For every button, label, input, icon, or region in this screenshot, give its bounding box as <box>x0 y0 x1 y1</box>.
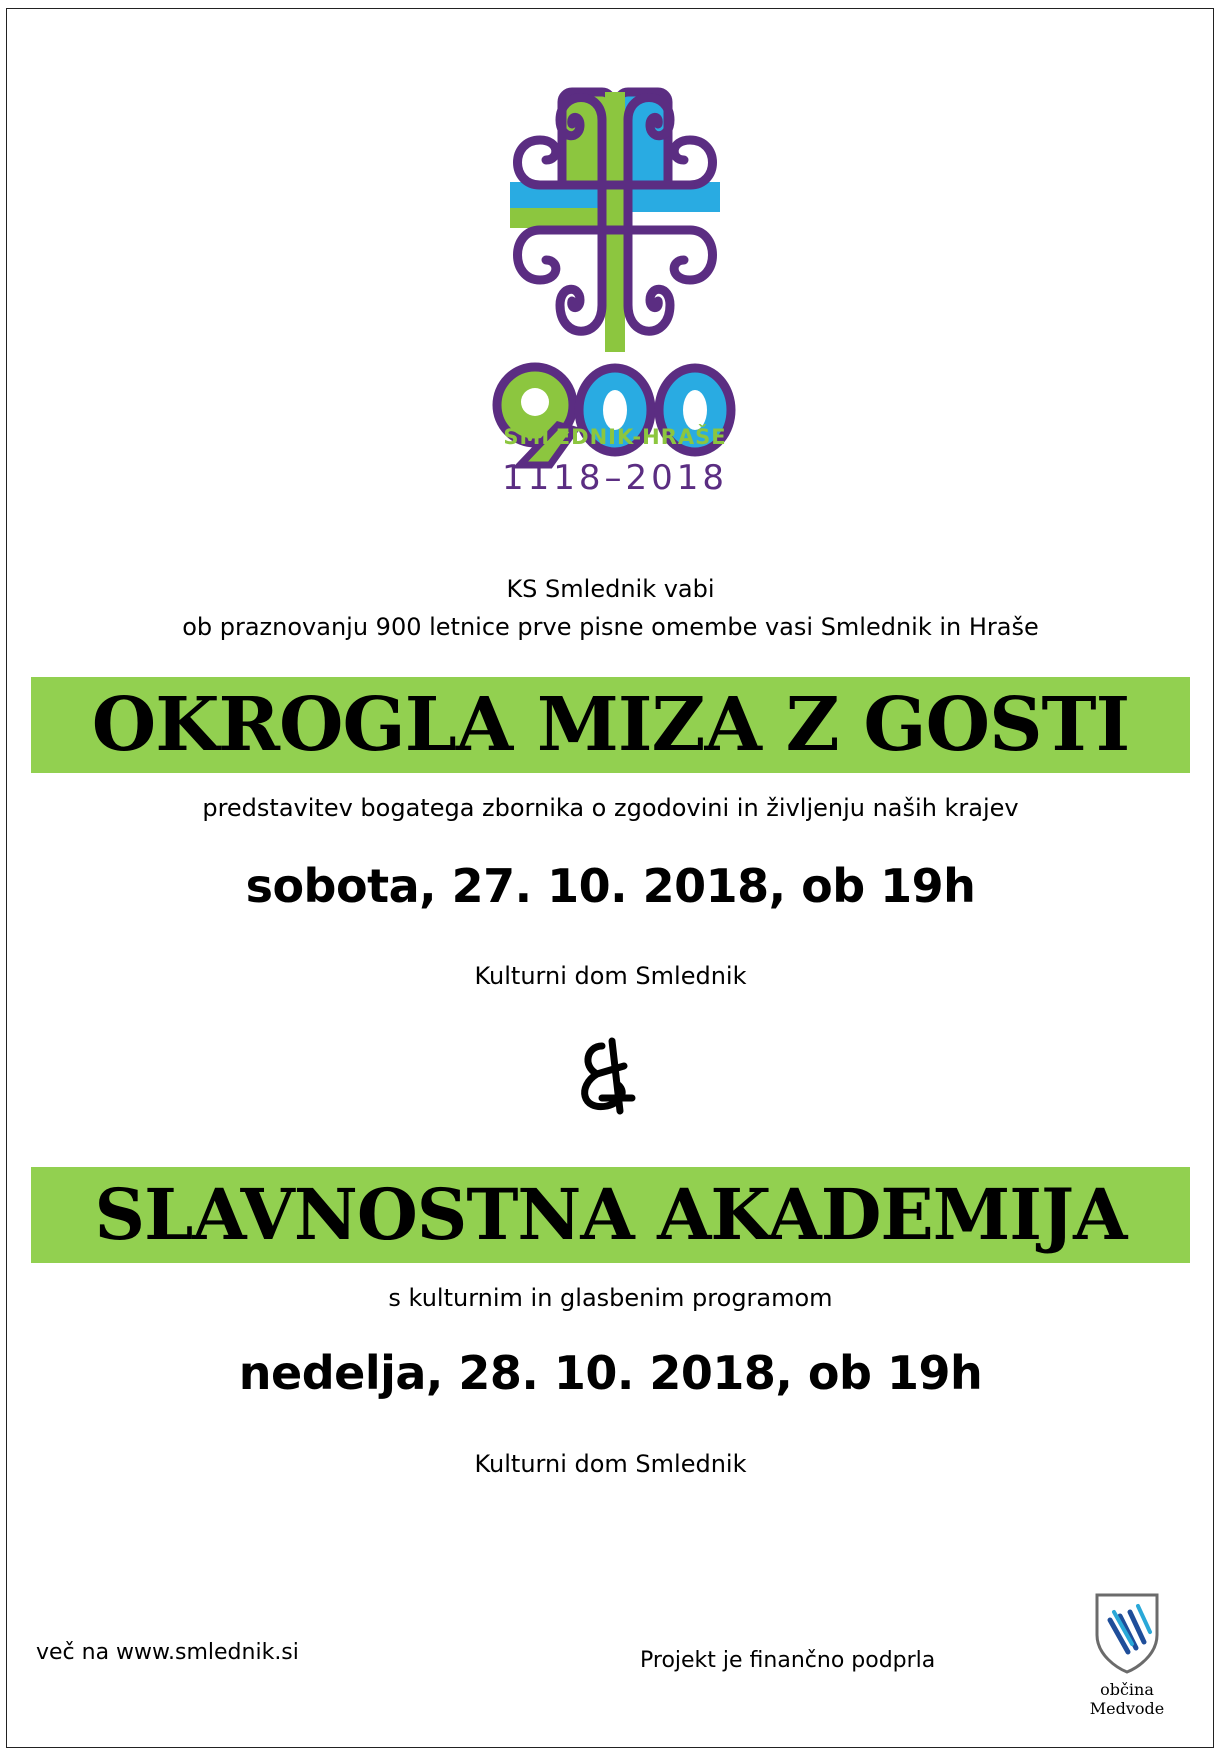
event1-title: OKROGLA MIZA Z GOSTI <box>91 682 1130 768</box>
logo-years: 1118–2018 <box>501 458 729 498</box>
event2-subtitle: s kulturnim in glasbenim programom <box>388 1284 833 1312</box>
medvode-logo <box>1062 1590 1192 1718</box>
logo-number <box>497 367 731 465</box>
jubilee-logo <box>480 80 750 500</box>
event2-venue: Kulturni dom Smlednik <box>474 1450 747 1478</box>
event1-venue: Kulturni dom Smlednik <box>474 962 747 990</box>
intro-line2: ob praznovanju 900 letnice prve pisne omembe vasi Smlednik in Hraše <box>182 613 1039 641</box>
event1-date: sobota, 27. 10. 2018, ob 19h <box>245 859 976 913</box>
logo-place: SMLEDNIK-HRAŠE <box>503 425 727 449</box>
medvode-crest-icon <box>1092 1590 1162 1674</box>
sponsor-name: občina Medvode <box>1089 1680 1165 1718</box>
event2-date: nedelja, 28. 10. 2018, ob 19h <box>238 1346 983 1400</box>
event2-title: SLAVNOSTNA AKADEMIJA <box>94 1173 1127 1256</box>
event1-banner <box>31 677 1190 773</box>
intro-line1: KS Smlednik vabi <box>506 575 715 603</box>
handwritten-ampersand-icon <box>572 1036 652 1116</box>
invitation-intro <box>0 570 1221 646</box>
funding-note: Projekt je finančno podprla <box>640 1648 936 1673</box>
event1-subtitle: predstavitev bogatega zbornika o zgodovini in življenju naših krajev <box>202 794 1019 822</box>
more-info-link[interactable]: več na www.smlednik.si <box>36 1640 299 1665</box>
event2-banner <box>31 1167 1190 1263</box>
